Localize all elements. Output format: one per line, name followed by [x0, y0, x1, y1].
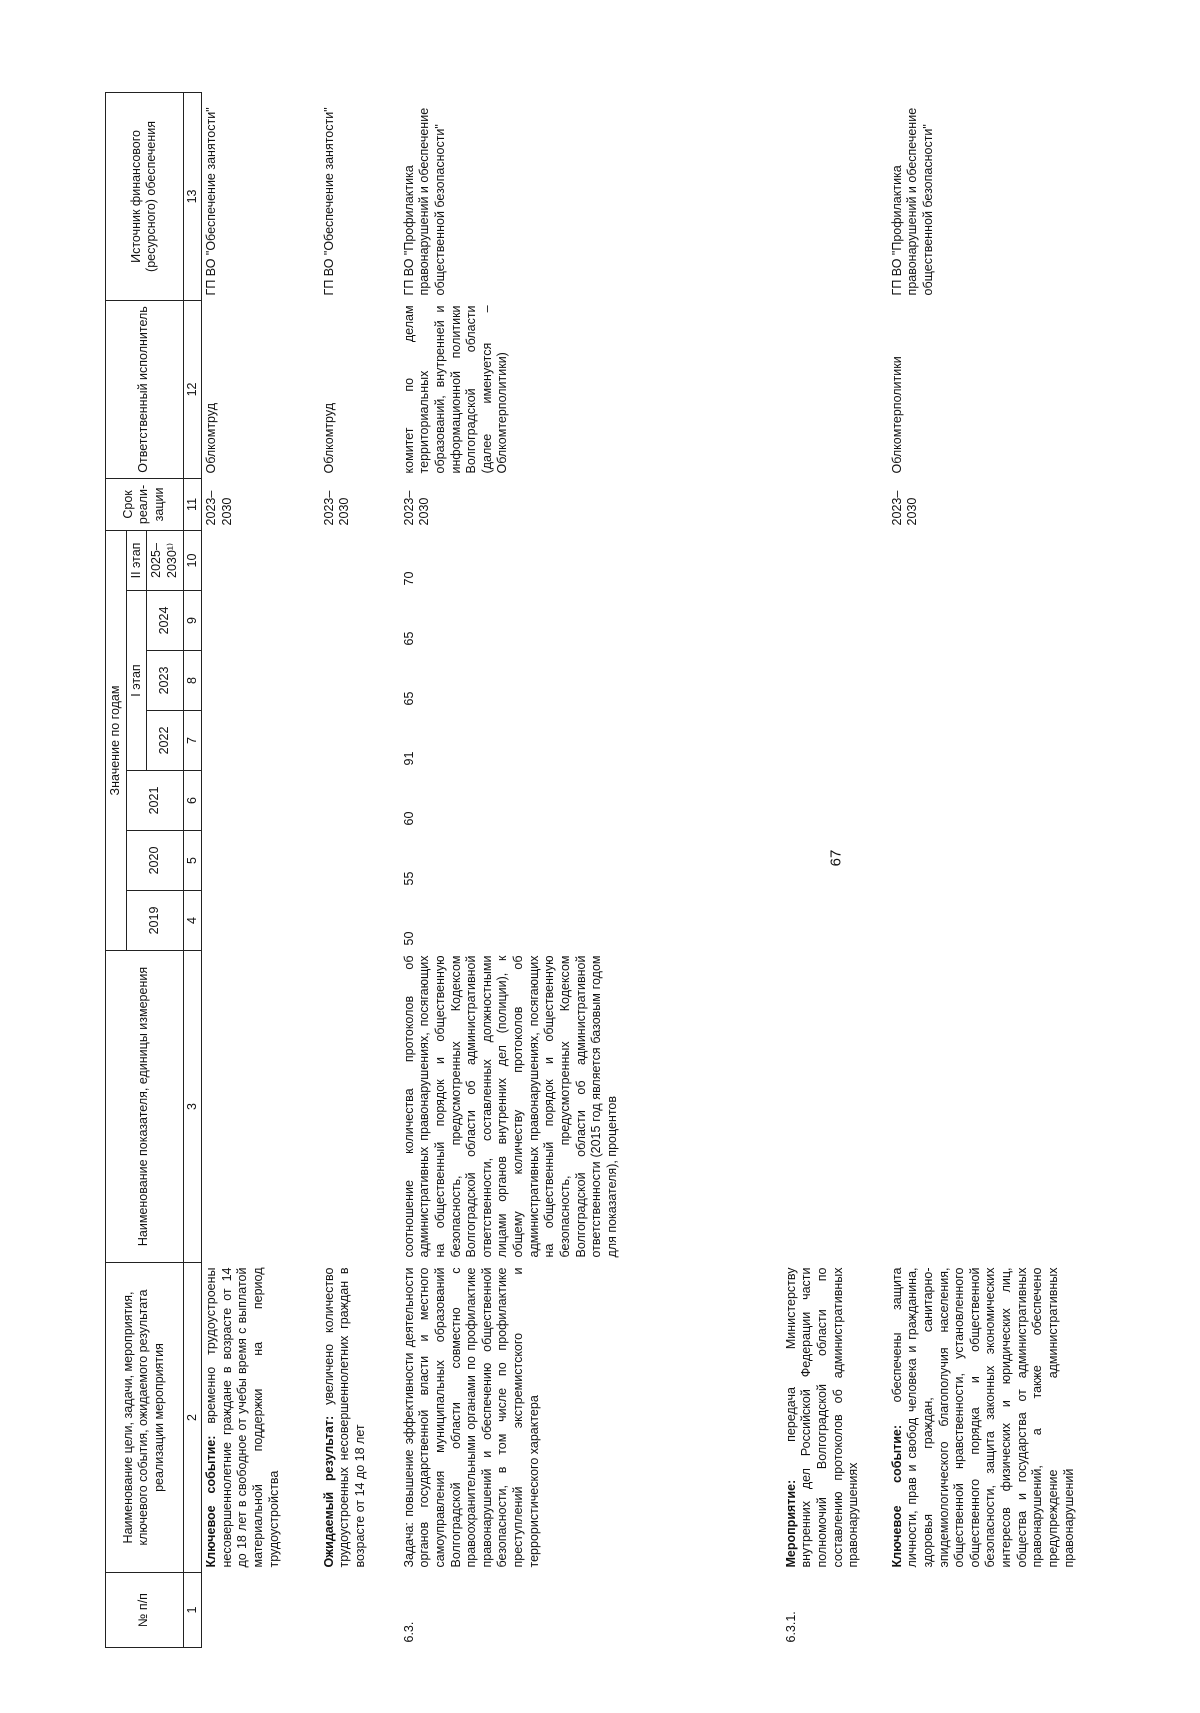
- row-number: [202, 1573, 320, 1648]
- row-indicator: соотношение количества протоколов об административных правонарушениях, посягающих на общественный порядок и общественную безопасность, предусмотренных Кодексом Волгоградской области об административной ответственности, составленных должностными лицами органов внутренних дел (полиции), к общему количеству протоколов об административных правонарушениях, посягающих на общественный порядок и общественную безопасность, предусмотренных Кодексом Волгоградской области об административной ответственности (2015 год является базовым годом для показателя), процентов: [401, 955, 619, 1258]
- value-2020: [320, 831, 400, 891]
- column-number: 9: [183, 591, 202, 651]
- row-indicator: [202, 951, 320, 1263]
- column-number: 3: [183, 951, 202, 1263]
- row-number: [888, 1573, 1080, 1648]
- value-2025-2030: 70: [401, 571, 416, 586]
- column-number: 4: [183, 891, 202, 951]
- value-2021: [320, 771, 400, 831]
- value-2025-2030: [888, 530, 1080, 590]
- value-2021: 60: [401, 811, 416, 826]
- value-2021: [202, 771, 320, 831]
- header-stage-2: II этап: [126, 530, 147, 590]
- header-stage-1: I этап: [126, 591, 147, 771]
- row-text: Задача: повышение эффективности деятельности органов государственной власти и местного самоуправления муниципальных образований Волгоградской области совместно с правоохранительными органами по профилактике правонарушений и обеспечению общественной безопасности, в том числе по профилактике преступлений экстремистского и террористического характера: [401, 1267, 541, 1568]
- value-2022: [202, 711, 320, 771]
- value-2019: [888, 891, 1080, 951]
- value-2021: [782, 771, 888, 831]
- value-2024: [320, 591, 400, 651]
- row-indicator: [320, 951, 400, 1263]
- row-indicator: [782, 951, 888, 1263]
- row-executor: Облкомтруд: [204, 403, 219, 474]
- row-name: [888, 1263, 1080, 1573]
- row-label: Ключевое событие:: [204, 1435, 219, 1568]
- value-2024: 65: [401, 631, 416, 646]
- row-text: временно трудоустроены несовершеннолетние граждане в возрасте от 14 до 18 лет в свободное от учебы время с выплатой материальной поддержки на период трудоустройства: [204, 1267, 281, 1568]
- value-2021: [888, 771, 1080, 831]
- header-2021: 2021: [126, 771, 183, 831]
- row-number: 6.3.1.: [783, 1611, 798, 1643]
- row-text: обеспечены защита личности, прав и свобод человека и гражданина, здоровья граждан, санитарно-эпидемиологического благополучия населения, общественной нравственности, установленного общественного порядка и общественной безопасности, защита законных экономических интересов физических и юридических лиц, общества и государства от административных правонарушений, а также обеспечено предупреждение административных правонарушений: [889, 1267, 1076, 1568]
- value-2020: [888, 831, 1080, 891]
- header-indicator: Наименование показателя, единицы измерения: [106, 951, 184, 1263]
- row-name: [202, 1263, 320, 1573]
- value-2023: [782, 651, 888, 711]
- column-number: 2: [183, 1263, 202, 1573]
- header-2020: 2020: [126, 831, 183, 891]
- table-row: [888, 92, 1080, 1647]
- header-source: Источник финансового (ресурсного) обеспечения: [106, 92, 184, 300]
- row-name: [400, 1263, 782, 1573]
- column-number: 13: [183, 92, 202, 300]
- value-2019: 50: [401, 931, 416, 946]
- table-row: [400, 92, 782, 1647]
- header-2022: 2022: [147, 711, 183, 771]
- value-2023: [202, 651, 320, 711]
- value-2023: [320, 651, 400, 711]
- column-number: 8: [183, 651, 202, 711]
- row-source: ГП ВО "Обеспечение занятости": [321, 107, 336, 296]
- row-source: ГП ВО "Обеспечение занятости": [204, 107, 219, 296]
- row-indicator: [888, 951, 1080, 1263]
- value-2022: 91: [401, 751, 416, 766]
- column-number: 6: [183, 771, 202, 831]
- value-2019: [202, 891, 320, 951]
- row-term: 2023–2030: [401, 490, 432, 526]
- row-executor: комитет по делам территориальных образований, внутренней и информационной политики Волгоградской области (далее именуется – Облкомтерполитики): [401, 305, 510, 474]
- row-executor: Облкомтруд: [321, 403, 336, 474]
- value-2025-2030: [782, 530, 888, 590]
- header-2024: 2024: [147, 591, 183, 651]
- header-2019: 2019: [126, 891, 183, 951]
- value-2022: [320, 711, 400, 771]
- row-label: Ожидаемый результат:: [321, 1415, 336, 1568]
- row-executor: [782, 300, 888, 478]
- header-2025-2030: 2025–2030¹⁾: [147, 530, 183, 590]
- row-source: [782, 92, 888, 300]
- row-label: Ключевое событие:: [889, 1424, 904, 1568]
- row-executor: Облкомтерполитики: [889, 356, 904, 474]
- value-2022: [782, 711, 888, 771]
- value-2019: [320, 891, 400, 951]
- header-name: Наименование цели, задачи, мероприятия, ключевого события, ожидаемого результата реализации мероприятия: [106, 1263, 184, 1573]
- value-2024: [202, 591, 320, 651]
- program-table: [105, 92, 1079, 1648]
- row-term: 2023–2030: [889, 490, 920, 526]
- row-term: 2023–2030: [204, 490, 234, 526]
- value-2023: [888, 651, 1080, 711]
- value-2020: [202, 831, 320, 891]
- value-2025-2030: [320, 530, 400, 590]
- row-text: передача Министерству внутренних дел Российской Федерации части полномочий Волгоградской области по составлению протоколов об административных правонарушениях: [783, 1267, 861, 1568]
- value-2024: [888, 591, 1080, 651]
- header-executor: Ответственный исполнитель: [106, 300, 184, 478]
- column-number: 10: [183, 530, 202, 590]
- row-name: [320, 1263, 400, 1573]
- header-term: Срок реали-зации: [106, 478, 184, 530]
- table-row: [202, 92, 320, 1647]
- row-label: Мероприятие:: [783, 1479, 798, 1568]
- rotated-table-page: [105, 93, 1105, 1648]
- value-2020: [782, 831, 888, 891]
- value-2020: 55: [401, 871, 416, 886]
- value-2025-2030: [202, 530, 320, 590]
- row-term: [782, 478, 888, 530]
- row-source: ГП ВО "Профилактика правонарушений и обеспечение общественной безопасности": [401, 107, 447, 296]
- value-2024: [782, 591, 888, 651]
- row-name: [782, 1263, 888, 1573]
- table-row: [782, 92, 888, 1647]
- header-values-by-year: Значение по годам: [106, 530, 127, 950]
- value-2019: [782, 891, 888, 951]
- row-number: 6.3.: [401, 1621, 416, 1643]
- column-number: 7: [183, 711, 202, 771]
- row-term: 2023–2030: [321, 490, 352, 526]
- header-num: № п/п: [106, 1573, 184, 1648]
- value-2022: [888, 711, 1080, 771]
- page-number: 67: [827, 849, 845, 867]
- table-row: [320, 92, 400, 1647]
- row-text: увеличено количество трудоустроенных несовершеннолетних граждан в возрасте от 14 до 18 лет: [321, 1267, 367, 1568]
- value-2023: 65: [401, 691, 416, 706]
- column-number: 1: [183, 1573, 202, 1648]
- column-number: 11: [183, 478, 202, 530]
- header-2023: 2023: [147, 651, 183, 711]
- column-number: 12: [183, 300, 202, 478]
- row-source: ГП ВО "Профилактика правонарушений и обеспечение общественной безопасности": [889, 107, 935, 296]
- row-number: [320, 1573, 400, 1648]
- column-number: 5: [183, 831, 202, 891]
